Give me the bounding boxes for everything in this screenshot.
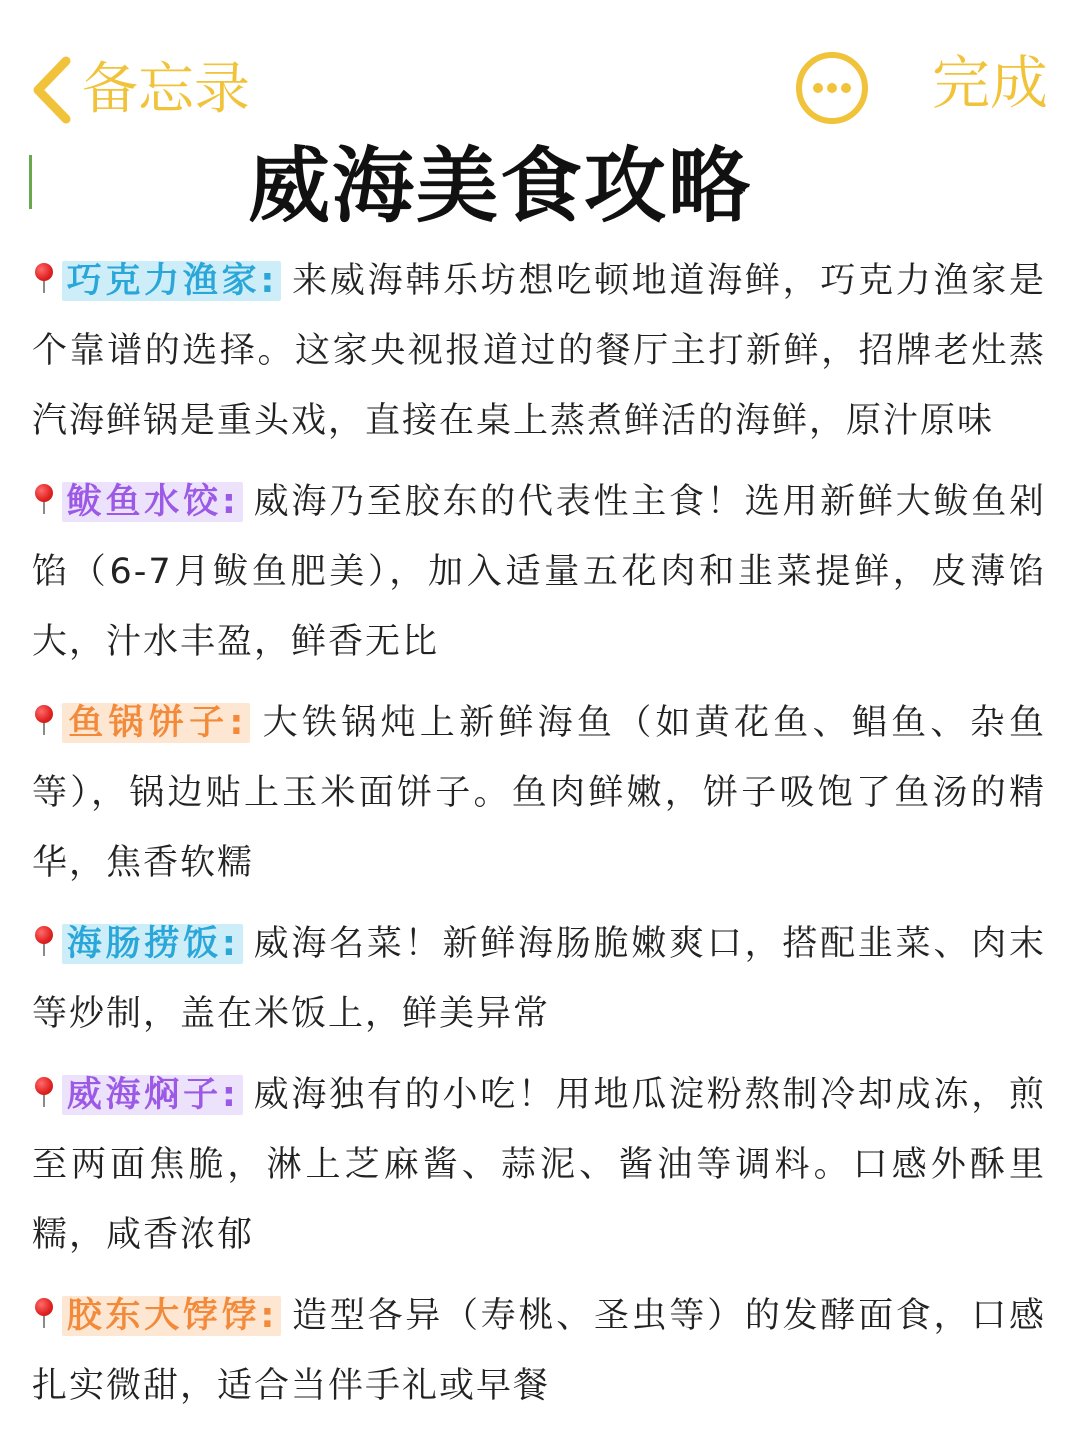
- more-options-icon[interactable]: [794, 50, 870, 126]
- entry-name: 鱼锅饼子: [66, 703, 230, 743]
- food-entry: [32, 467, 1046, 677]
- round-pushpin-icon: [32, 1075, 56, 1109]
- food-entry: [32, 688, 1046, 898]
- round-pushpin-icon: [32, 703, 56, 737]
- entry-title: [62, 482, 243, 522]
- entry-title: [62, 703, 250, 743]
- entry-title: [62, 1075, 243, 1115]
- note-body[interactable]: [32, 246, 1046, 1432]
- entry-name: 威海焖子: [66, 1075, 222, 1115]
- entry-description: 威海乃至胶东的代表性主食！选用新鲜大鲅鱼剁馅（6-7月鲅鱼肥美），加入适量五花肉和韭菜提鲜，皮薄馅大，汁水丰盈，鲜香无比: [32, 482, 1046, 662]
- entry-colon: :: [260, 261, 278, 301]
- navigation-bar: [0, 0, 1080, 130]
- entry-description: 威海独有的小吃！用地瓜淀粉熬制冷却成冻，煎至两面焦脆，淋上芝麻酱、蒜泥、酱油等调料。口感外酥里糯，咸香浓郁: [32, 1075, 1046, 1255]
- entry-colon: :: [221, 482, 239, 522]
- round-pushpin-icon: [32, 924, 56, 958]
- entry-title: [62, 1296, 281, 1336]
- entry-title: [62, 261, 281, 301]
- back-button[interactable]: [28, 50, 250, 130]
- entry-colon: :: [260, 1296, 278, 1336]
- entry-title: [62, 924, 243, 964]
- round-pushpin-icon: [32, 1296, 56, 1330]
- done-button[interactable]: 完成: [932, 49, 1049, 117]
- note-title: 威海美食攻略: [247, 139, 752, 234]
- entry-colon: :: [221, 1075, 239, 1115]
- entry-description: 大铁锅炖上新鲜海鱼（如黄花鱼、鲳鱼、杂鱼等），锅边贴上玉米面饼子。鱼肉鲜嫩，饼子吸饱了鱼汤的精华，焦香软糯: [32, 703, 1046, 883]
- food-entry: [32, 909, 1046, 1049]
- entry-colon: :: [229, 703, 247, 743]
- chevron-left-icon: [28, 55, 74, 125]
- entry-description: 造型各异（寿桃、圣虫等）的发酵面食，口感扎实微甜，适合当伴手礼或早餐: [32, 1296, 1046, 1406]
- food-entry: [32, 1281, 1046, 1421]
- food-entry: [32, 1060, 1046, 1270]
- entry-name: 胶东大饽饽: [66, 1296, 261, 1336]
- round-pushpin-icon: [32, 482, 56, 516]
- entry-description: 威海名菜！新鲜海肠脆嫩爽口，搭配韭菜、肉末等炒制，盖在米饭上，鲜美异常: [32, 924, 1046, 1034]
- entry-name: 海肠捞饭: [66, 924, 222, 964]
- food-entry: [32, 246, 1046, 456]
- entry-name: 巧克力渔家: [66, 261, 261, 301]
- round-pushpin-icon: [32, 261, 56, 295]
- entry-name: 鲅鱼水饺: [66, 482, 222, 522]
- back-label: 备忘录: [82, 57, 250, 122]
- entry-colon: :: [221, 924, 239, 964]
- entry-description: 来威海韩乐坊想吃顿地道海鲜，巧克力渔家是个靠谱的选择。这家央视报道过的餐厅主打新鲜，招牌老灶蒸汽海鲜锅是重头戏，直接在桌上蒸煮鲜活的海鲜，原汁原味: [32, 261, 1046, 441]
